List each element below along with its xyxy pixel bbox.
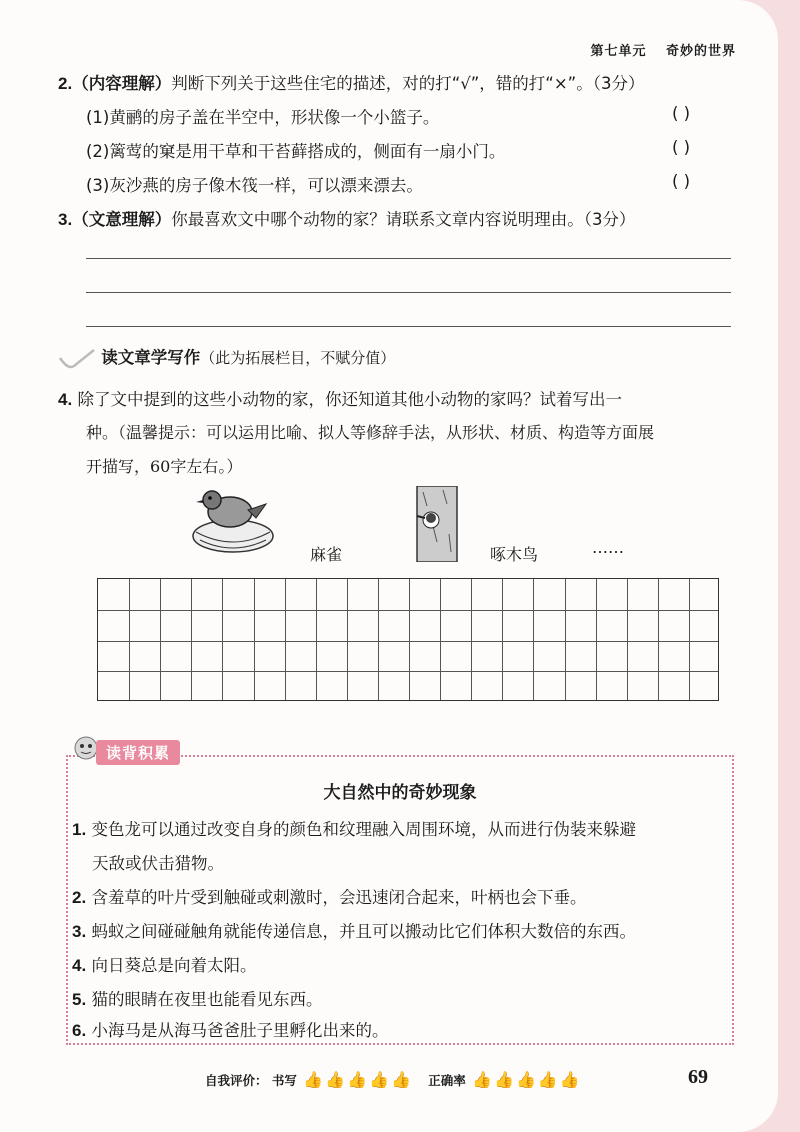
q2-stem: 2.（内容理解）判断下列关于这些住宅的描述，对的打“√”，错的打“×”。（3分） [58,74,645,93]
pen-stroke-icon [58,348,96,370]
thumb-icon[interactable]: 👍 [559,1070,580,1089]
label-sparrow: 麻雀 [310,545,343,564]
box-item-4: 4. 向日葵总是向着太阳。 [72,956,257,975]
unit-label: 第七单元 [590,44,647,59]
thumb-icon[interactable]: 👍 [390,1070,411,1089]
box-item-3: 3. 蚂蚁之间碰碰触角就能传递信息，并且可以搬动比它们体积大数倍的东西。 [72,922,636,941]
grid-column-line [316,579,317,700]
thumb-icon[interactable]: 👍 [369,1070,389,1089]
box-item-1: 1. 变色龙可以通过改变自身的颜色和纹理融入周围环境，从而进行伪装来躲避 [72,820,636,839]
label-woodpecker: 啄木鸟 [490,545,539,564]
sparrow-nest-illustration [190,482,276,556]
label-ellipsis: …… [592,538,624,557]
thumb-icon[interactable]: 👍 [303,1070,324,1089]
grid-column-line [502,579,503,700]
grid-column-line [409,579,410,700]
answer-line-2[interactable] [86,292,731,293]
box-title: 大自然中的奇妙现象 [323,783,477,803]
grid-column-line [191,579,192,700]
q4-line-1: 4. 除了文中提到的这些小动物的家，你还知道其他小动物的家吗？试着写出一 [58,390,622,409]
answer-line-1[interactable] [86,258,731,259]
woodpecker-tree-illustration [413,486,461,562]
answer-line-3[interactable] [86,326,731,327]
thumb-icon[interactable]: 👍 [347,1070,368,1089]
grid-column-line [533,579,534,700]
thumb-icon[interactable]: 👍 [516,1070,536,1089]
page-number: 69 [688,1066,708,1088]
grid-column-line [378,579,379,700]
q3-stem: 3.（文意理解）你最喜欢文中哪个动物的家？请联系文章内容说明理由。（3分） [58,210,636,229]
box-item-6: 6. 小海马是从海马爸爸肚子里孵化出来的。 [72,1021,389,1040]
grid-column-line [254,579,255,700]
q2-answer-3[interactable]: ( ) [672,172,691,191]
grid-column-line [596,579,597,700]
q2-answer-2[interactable]: ( ) [672,138,691,157]
grid-column-line [627,579,628,700]
q2-item-2: (2)篱莺的窠是用干草和干苔藓搭成的，侧面有一扇小门。 [86,142,506,161]
thumb-icon[interactable]: 👍 [325,1070,346,1089]
grid-column-line [347,579,348,700]
grid-row-line [98,610,718,611]
thumb-icon[interactable]: 👍 [472,1070,493,1089]
thumb-icon[interactable]: 👍 [494,1070,514,1089]
box-item-2: 2. 含羞草的叶片受到触碰或刺激时，会迅速闭合起来，叶柄也会下垂。 [72,888,587,907]
section-heading: 读文章学写作（此为拓展栏目，不赋分值） [58,344,395,370]
grid-column-line [222,579,223,700]
grid-column-line [471,579,472,700]
grid-column-line [658,579,659,700]
box-item-1-cont: 天敌或伏击猎物。 [92,854,224,873]
grid-column-line [285,579,286,700]
q2-item-3: (3)灰沙燕的房子像木筏一样，可以漂来漂去。 [86,176,423,195]
q2-item-1: (1)黄鹂的房子盖在半空中，形状像一个小篮子。 [86,108,440,127]
unit-theme: 奇妙的世界 [665,44,736,59]
grid-column-line [689,579,690,700]
grid-column-line [565,579,566,700]
grid-column-line [160,579,161,700]
page-header [576,40,736,59]
thumb-icon[interactable]: 👍 [537,1070,558,1089]
writing-grid[interactable] [97,578,719,701]
grid-column-line [440,579,441,700]
box-tag: 读背积累 [96,740,180,765]
grid-row-line [98,671,718,672]
box-item-5: 5. 猫的眼睛在夜里也能看见东西。 [72,990,323,1009]
grid-column-line [129,579,130,700]
grid-row-line [98,641,718,642]
q4-line-2: 种。（温馨提示：可以运用比喻、拟人等修辞手法，从形状、材质、构造等方面展 [86,423,655,442]
self-evaluation: 自我评价： 书写 👍 👍 👍 👍 👍 正确率 👍 👍 👍 👍 👍 [205,1070,580,1089]
q2-answer-1[interactable]: ( ) [672,104,691,123]
q4-line-3: 开描写，60字左右。） [86,457,243,476]
